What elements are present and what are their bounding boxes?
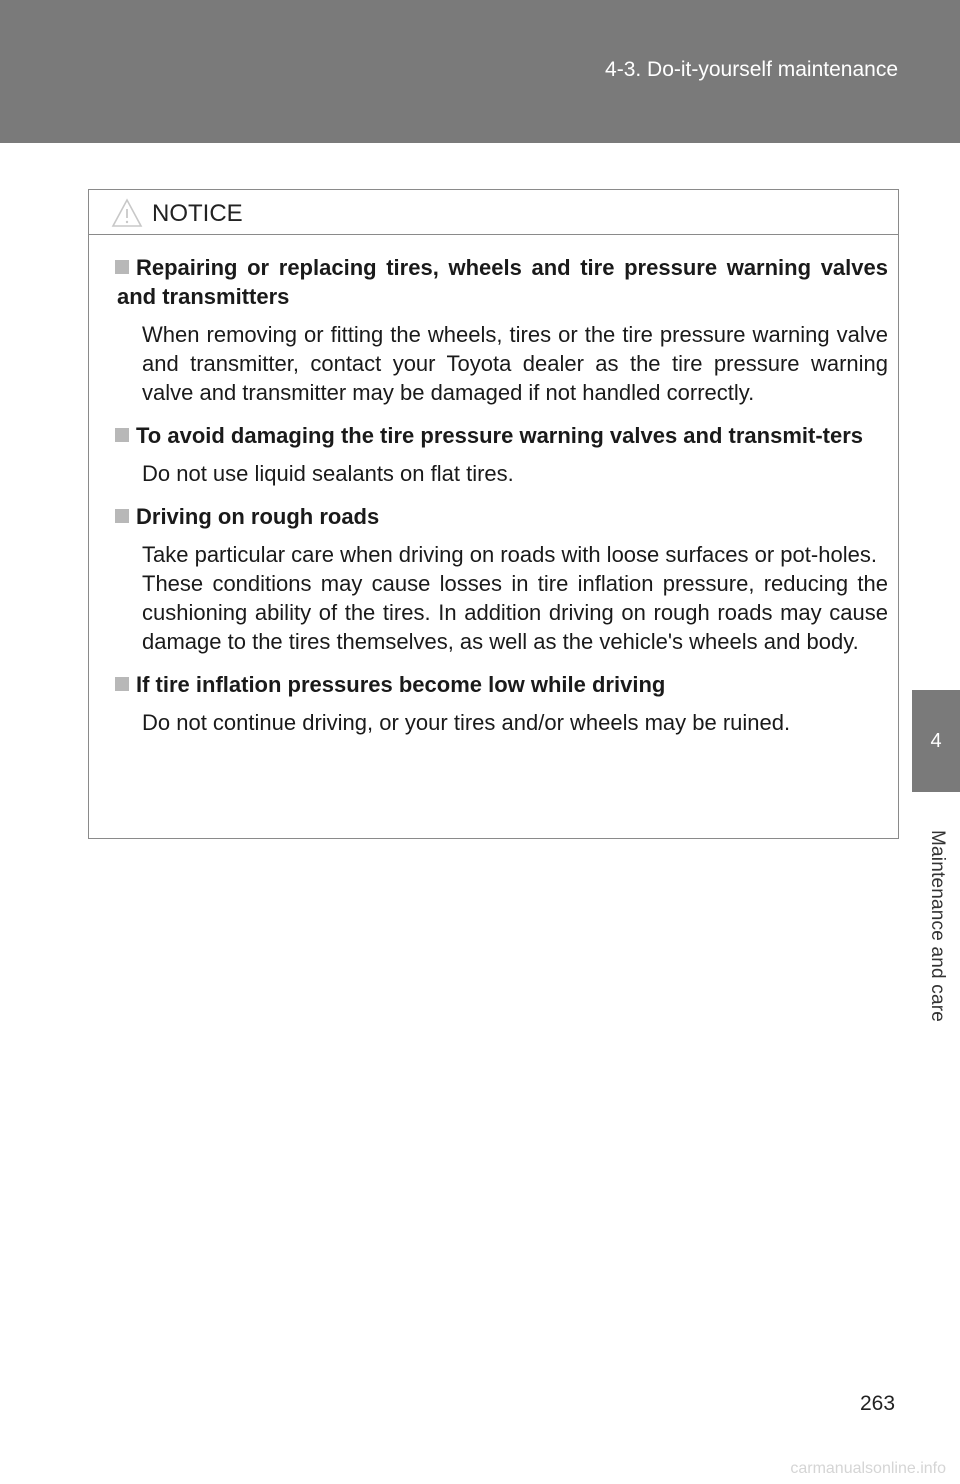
- notice-item: [115, 253, 888, 407]
- item-text: Do not continue driving, or your tires and/or wheels may be ruined.: [142, 710, 791, 735]
- section-title: 4-3. Do-it-yourself maintenance: [605, 58, 898, 81]
- square-bullet-icon: [115, 509, 129, 523]
- item-heading: [115, 253, 888, 311]
- notice-item: [115, 421, 888, 488]
- notice-body: [89, 235, 898, 737]
- chapter-tab: [912, 690, 960, 792]
- item-heading: [115, 502, 888, 531]
- notice-item: [115, 670, 888, 737]
- square-bullet-icon: [115, 677, 129, 691]
- item-text: Do not use liquid sealants on flat tires.: [142, 461, 514, 486]
- item-heading: [115, 421, 888, 450]
- chapter-number: 4: [930, 729, 942, 752]
- notice-item: [115, 502, 888, 656]
- item-text-continued: These conditions may cause losses in tire inflation pressure, reducing the cushioning ability of the tires. In addition driving on rough roads may cause damage to the tires themselves, as well as the vehicle's wheels and body.: [142, 571, 888, 654]
- notice-box: [88, 189, 899, 839]
- item-text: When removing or fitting the wheels, tires or the tire pressure warning valve and transmitter, contact your Toyota dealer as the tire pressure warning valve and transmitter may be damaged if not handled correctly.: [142, 322, 888, 405]
- page-header: [0, 0, 960, 143]
- square-bullet-icon: [115, 260, 129, 274]
- warning-triangle-icon: [111, 198, 143, 228]
- watermark: carmanualsonline.info: [790, 1460, 946, 1477]
- item-heading-text: If tire inflation pressures become low while driving: [136, 672, 666, 697]
- item-heading-text: Driving on rough roads: [136, 504, 380, 529]
- square-bullet-icon: [115, 428, 129, 442]
- chapter-title: Maintenance and care: [927, 830, 948, 1023]
- notice-title: NOTICE: [152, 200, 243, 227]
- page-number: 263: [860, 1392, 896, 1415]
- item-text: Take particular care when driving on roads with loose surfaces or pot-holes.: [142, 542, 877, 567]
- item-heading-text: Repairing or replacing tires, wheels and tire pressure warning valves and transmitters: [117, 255, 888, 309]
- notice-header: [89, 190, 898, 235]
- item-heading: [115, 670, 888, 699]
- item-heading-text: To avoid damaging the tire pressure warning valves and transmit-ters: [136, 423, 864, 448]
